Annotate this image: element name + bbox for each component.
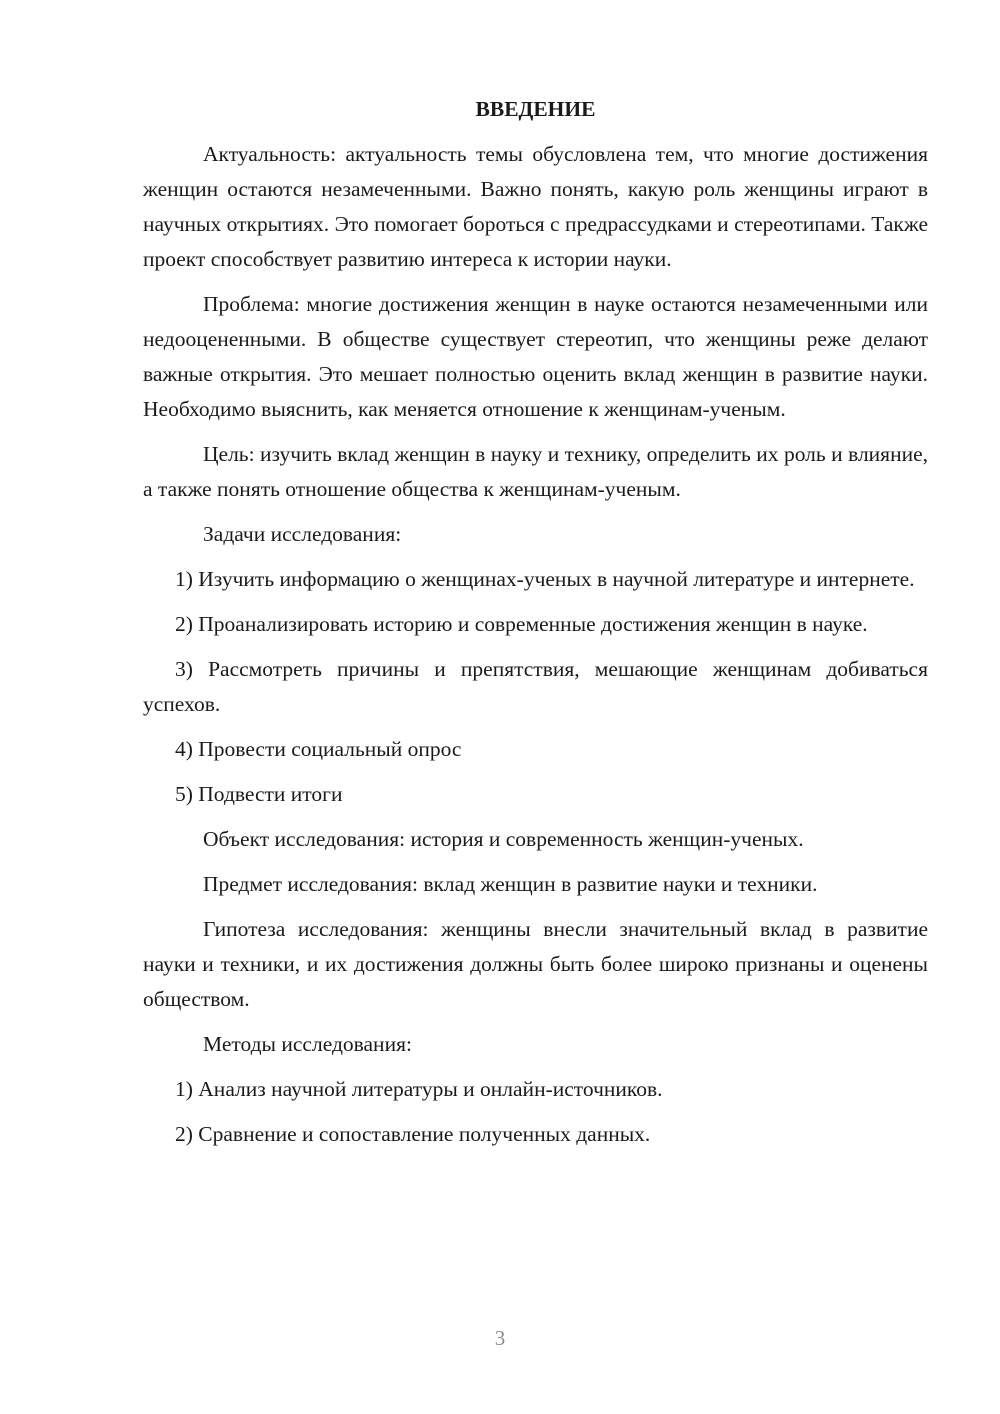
subject-paragraph: Предмет исследования: вклад женщин в развитие науки и техники. [203,872,818,896]
problem-paragraph: Проблема: многие достижения женщин в науке остаются незамеченными или недооцененными. В обществе существует стереотип, что женщины реже делают важные открытия. Это мешает полностью оценить вклад женщин в развитие науки. Необходимо выяснить, как меняется отношение к женщинам-ученым. [143,292,928,421]
object-paragraph: Объект исследования: история и современность женщин-ученых. [203,827,804,851]
methods-heading: Методы исследования: [203,1032,412,1056]
task-item-3: 3) Рассмотреть причины и препятствия, мешающие женщинам добиваться успехов. [143,657,928,716]
tasks-heading: Задачи исследования: [203,522,402,546]
task-item-5: 5) Подвести итоги [175,782,343,806]
task-item-1: 1) Изучить информацию о женщинах-ученых в научной литературе и интернете. [175,567,915,591]
method-item-1: 1) Анализ научной литературы и онлайн-источников. [175,1077,663,1101]
task-item-4: 4) Провести социальный опрос [175,737,462,761]
section-title: ВВЕДЕНИЕ [475,97,596,121]
hypothesis-paragraph: Гипотеза исследования: женщины внесли значительный вклад в развитие науки и техники, и их достижения должны быть более широко признаны и оценены обществом. [143,917,928,1011]
method-item-2: 2) Сравнение и сопоставление полученных данных. [175,1122,651,1146]
relevance-paragraph: Актуальность: актуальность темы обусловлена тем, что многие достижения женщин остаются незамеченными. Важно понять, какую роль женщины играют в научных открытиях. Это помогает бороться с предрассудками и стереотипами. Также проект способствует развитию интереса к истории науки. [143,142,928,271]
task-item-2: 2) Проанализировать историю и современные достижения женщин в науке. [175,612,868,636]
goal-paragraph: Цель: изучить вклад женщин в науку и технику, определить их роль и влияние, а также понять отношение общества к женщинам-ученым. [143,442,928,501]
document-page [143,92,928,1162]
page-number: 3 [494,1326,506,1350]
